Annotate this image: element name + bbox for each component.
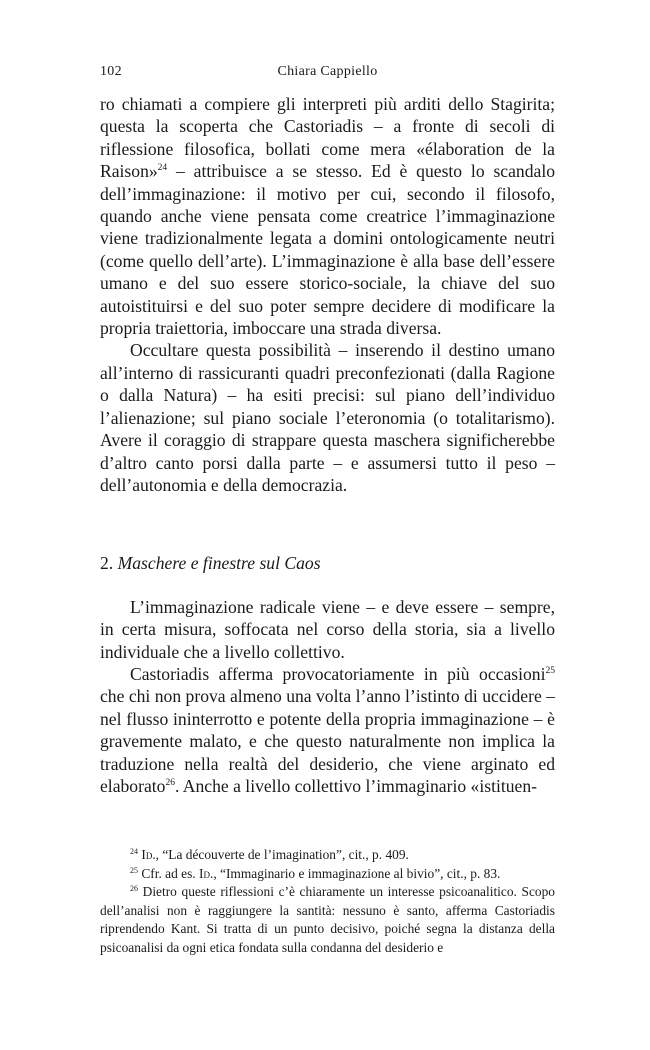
running-header xyxy=(100,64,555,84)
section-heading xyxy=(100,552,555,574)
page-number: 102 xyxy=(100,64,122,79)
running-head-author: Chiara Cappiello xyxy=(277,64,378,79)
footnote-26: $^{26}$ Dietro queste riflessioni c’è chiaramente un interesse psicoanalitico. Scopo dell’analisi non è raggiungere la santità: nessuno è santo, afferma Castoriadis riprendendo Kant. Si tratta di un punto decisivo, poiché segna la distanza della psicoanalisi da ogni etica fondata sulla condanna del desiderio e xyxy=(100,884,555,955)
footnote-ref-26[interactable]: 26 xyxy=(165,777,175,788)
footnote-24: $^{24}$ Id., “La découverte de l’imagination”, cit., p. 409. xyxy=(130,847,409,862)
footnote-ref-25[interactable]: 25 xyxy=(545,665,555,676)
footnote-25: $^{25}$ Cfr. ad es. Id., “Immaginario e immaginazione al bivio”, cit., p. 83. xyxy=(130,865,501,881)
section-title: Maschere e finestre sul Caos xyxy=(117,553,321,574)
paragraph-2: Occultare questa possibilità – inserendo il destino umano all’interno di rassicuranti quadri preconfezionati (dalla Ragione o dalla Natura) – ha esiti precisi: sul piano dell’individuo l’alienazione; sul piano sociale l’eteronomia (o totalitarismo). Avere il coraggio di strappare questa maschera significherebbe d’altro canto porsi dalla parte – e assumersi tutto il peso – dell’autonomia e della democrazia. xyxy=(100,340,555,495)
paragraph-4: Castoriadis afferma provocatoriamente in più occasioni$^{25}$ che chi non prova almeno una volta l’anno l’istinto di uccidere – nel flusso ininterrotto e potente della propria immaginazione – è gravemente malato, e che questo naturalmente non implica la traduzione nella realtà del desiderio, che viene arginato ed elaborato$^{26}$. Anche a livello collettivo l’immaginario «istituen- xyxy=(100,663,555,796)
footnotes xyxy=(100,846,555,958)
paragraph-3: L’immaginazione radicale viene – e deve essere – sempre, in certa misura, soffocata nel corso della storia, sia a livello individuale che a livello collettivo. xyxy=(100,596,555,662)
paragraph-1: ro chiamati a compiere gli interpreti più arditi dello Stagirita; questa la scoperta che Castoriadis – a fronte di secoli di riflessione filosofica, bollati come mera «élaboration de la Raison»$^{24}$ – attribuisce a se stesso. Ed è questo lo scandalo dell’immaginazione: il motivo per cui, secondo il filosofo, quando anche viene pensata come creatrice l’immaginazione viene tradizionalmente legata a domini ontologicamente neutri (come quello dell’arte). L’immaginazione è alla base dell’essere umano e del suo essere storico-sociale, la chiave del suo autoistituirsi e del suo poter sempre decidere di modificare la propria traiettoria, imboccare una strada diversa. xyxy=(100,94,555,339)
section-number: 2. xyxy=(100,553,114,574)
main-text xyxy=(100,93,555,797)
footnote-ref-24[interactable]: 24 xyxy=(157,163,168,174)
